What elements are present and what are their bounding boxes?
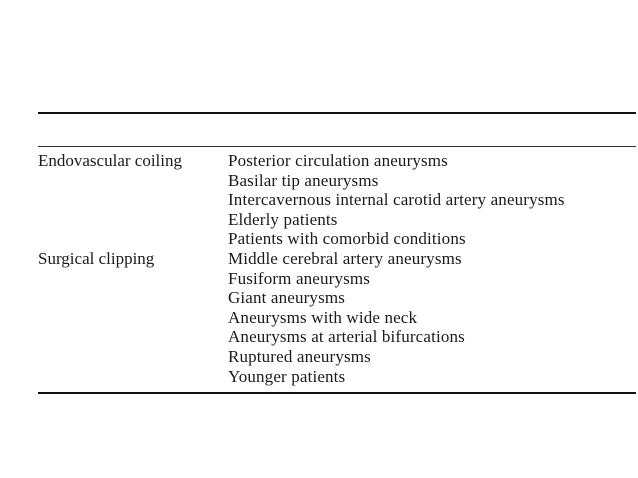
group-label: Surgical clipping [38,248,155,268]
table-top-rule [38,112,636,114]
group-items [228,151,636,249]
list-item: Younger patients [228,366,346,386]
table-header-rule [38,146,636,147]
group-items [228,249,636,386]
list-item: Basilar tip aneurysms [228,170,379,190]
list-item: Fusiform aneurysms [228,268,370,288]
list-item: Patients with comorbid conditions [228,229,466,249]
list-item: Intercavernous internal carotid artery aneurysms [228,190,565,210]
list-item: Middle cerebral artery aneurysms [228,248,462,268]
list-item: Aneurysms at arterial bifurcations [228,327,465,347]
table-bottom-rule [38,392,636,394]
list-item: Aneurysms with wide neck [228,307,418,327]
list-item: Giant aneurysms [228,288,345,308]
list-item: Posterior circulation aneurysms [228,151,448,170]
treatment-indications-table [38,151,636,386]
group-label: Endovascular coiling [38,151,182,170]
list-item: Elderly patients [228,209,338,229]
table-group-surgical-clipping [38,249,636,386]
table-group-endovascular-coiling [38,151,636,249]
list-item: Ruptured aneurysms [228,346,371,366]
